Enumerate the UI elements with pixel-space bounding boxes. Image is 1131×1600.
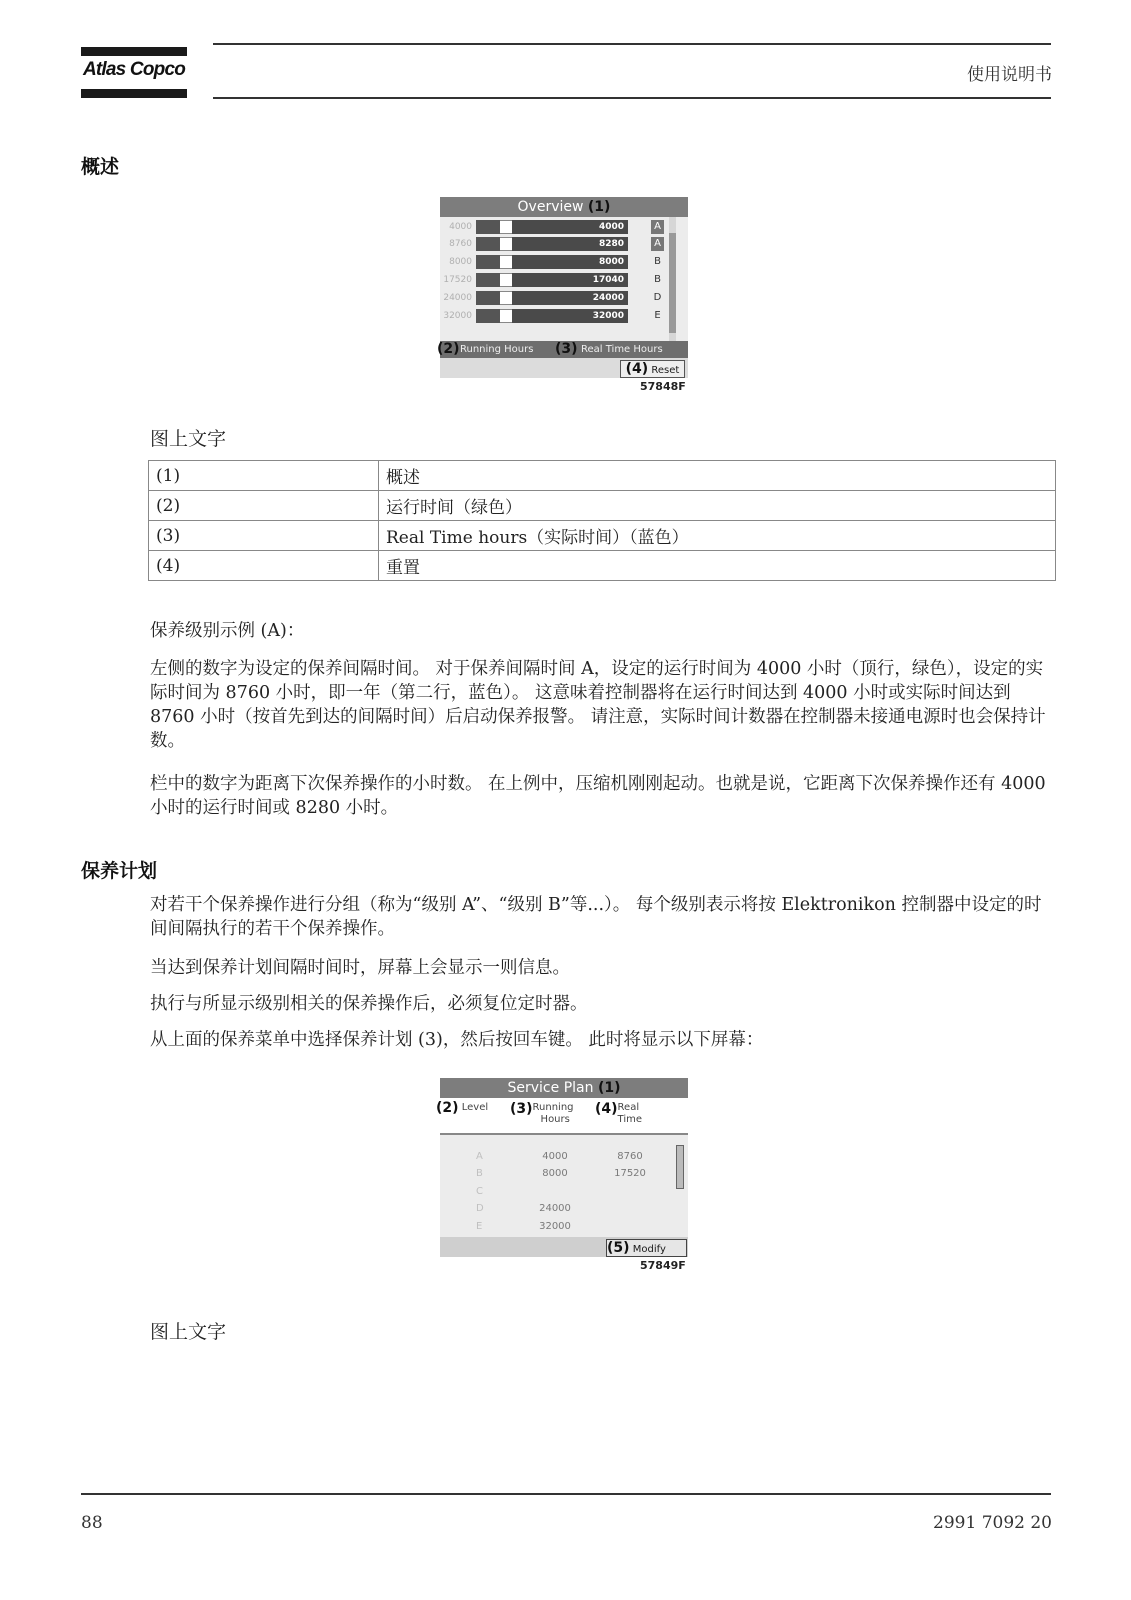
bar-gap xyxy=(500,309,512,323)
running-hours-tab[interactable]: Running Hours xyxy=(460,344,534,355)
overview-row xyxy=(440,219,688,236)
running-hours-cell: 8000 xyxy=(542,1168,568,1179)
overview-footer-tabs xyxy=(437,341,688,358)
legend-table xyxy=(148,460,1056,581)
level-badge: B xyxy=(654,256,661,267)
overview-row xyxy=(440,254,688,271)
interval-value: 32000 xyxy=(443,311,472,321)
bar-gap xyxy=(500,291,512,305)
table-row xyxy=(149,491,1056,521)
figure-id: 57848F xyxy=(640,380,686,393)
interval-value: 8000 xyxy=(449,257,472,267)
real-time-column-header xyxy=(595,1102,642,1126)
logo-bar-top xyxy=(81,47,187,56)
running-bar xyxy=(476,291,500,305)
overview-title: Overview xyxy=(517,199,584,215)
footer-rule xyxy=(81,1493,1051,1495)
running-header-line2: Hours xyxy=(540,1114,570,1125)
paragraph: 当达到保养计划间隔时间时，屏幕上会显示一则信息。 xyxy=(150,958,570,978)
header-rule-bottom xyxy=(213,97,1051,99)
real-header-line2: Time xyxy=(617,1114,643,1125)
reset-button[interactable] xyxy=(620,360,685,378)
service-plan-row[interactable] xyxy=(440,1200,688,1217)
running-hours-column-header xyxy=(510,1102,574,1126)
table-row xyxy=(149,461,1056,491)
section-heading-overview: 概述 xyxy=(81,156,120,178)
legend-text: 运行时间（绿色） xyxy=(379,491,1056,521)
document-number: 2991 7092 20 xyxy=(933,1513,1052,1533)
remaining-hours: 8280 xyxy=(512,237,628,251)
paragraph: 对若干个保养操作进行分组（称为“级别 A”、“级别 B”等...）。 每个级别表示将按 Elektronikon 控制器中设定的时间间隔执行的若干个保养操作。 xyxy=(150,895,1042,939)
reset-label: Reset xyxy=(651,365,680,376)
callout-1: (1) xyxy=(597,1080,621,1096)
legend-text: 重置 xyxy=(379,551,1056,581)
callout-2: (2) xyxy=(437,341,460,357)
level-cell: B xyxy=(476,1168,483,1179)
level-badge: B xyxy=(654,274,661,285)
real-header-line1: Real xyxy=(617,1102,640,1113)
overview-screen-figure xyxy=(437,197,688,399)
remaining-hours: 4000 xyxy=(512,220,628,234)
service-plan-row[interactable] xyxy=(440,1148,688,1165)
bar-gap xyxy=(500,237,512,251)
legend-key: (3) xyxy=(149,521,379,551)
remaining-hours: 8000 xyxy=(512,255,628,269)
running-hours-cell: 24000 xyxy=(539,1203,571,1214)
bar-gap xyxy=(500,273,512,287)
callout-1: (1) xyxy=(587,199,611,215)
level-badge: D xyxy=(653,292,662,303)
running-bar xyxy=(476,273,500,287)
remaining-hours: 32000 xyxy=(512,309,628,323)
interval-value: 8760 xyxy=(449,239,472,249)
legend-text: 概述 xyxy=(379,461,1056,491)
level-header-label: Level xyxy=(461,1102,489,1113)
level-badge: A xyxy=(651,237,664,251)
paragraph: 执行与所显示级别相关的保养操作后，必须复位定时器。 xyxy=(150,994,588,1014)
service-plan-title-bar xyxy=(440,1078,688,1098)
interval-value: 24000 xyxy=(443,293,472,303)
running-hours-cell: 32000 xyxy=(539,1221,571,1232)
level-cell: E xyxy=(476,1221,483,1232)
paragraph: 栏中的数字为距离下次保养操作的小时数。 在上例中，压缩机刚刚起动。也就是说，它距离下次保养操作还有 4000 小时的运行时间或 8280 小时。 xyxy=(150,774,1046,818)
interval-value: 17520 xyxy=(443,275,472,285)
running-bar xyxy=(476,255,500,269)
real-time-cell: 8760 xyxy=(617,1151,643,1162)
remaining-hours: 17040 xyxy=(512,273,628,287)
running-bar xyxy=(476,237,500,251)
service-plan-row[interactable] xyxy=(440,1218,688,1235)
level-column-header xyxy=(436,1102,488,1114)
brand-logo: Atlas Copco xyxy=(82,59,186,80)
service-plan-header xyxy=(436,1098,688,1135)
callout-4: (4) xyxy=(625,361,649,377)
service-plan-title: Service Plan xyxy=(507,1080,594,1096)
service-plan-row[interactable] xyxy=(440,1183,688,1200)
bar-gap xyxy=(500,255,512,269)
service-plan-scrollbar[interactable] xyxy=(676,1145,684,1189)
paragraph: 从上面的保养菜单中选择保养计划 (3)，然后按回车键。 此时将显示以下屏幕： xyxy=(150,1030,764,1050)
header-rule-top xyxy=(213,43,1051,45)
legend-text: Real Time hours（实际时间）（蓝色） xyxy=(379,521,1056,551)
remaining-hours: 24000 xyxy=(512,291,628,305)
interval-value: 4000 xyxy=(449,222,472,232)
callout-2: (2) xyxy=(436,1100,459,1116)
section-heading-service-plan: 保养计划 xyxy=(81,860,158,882)
callout-3: (3) xyxy=(555,341,578,357)
callout-4: (4) xyxy=(595,1101,618,1117)
figure-caption: 图上文字 xyxy=(150,1321,227,1343)
legend-key: (4) xyxy=(149,551,379,581)
service-plan-screen-figure xyxy=(436,1078,688,1273)
level-cell: D xyxy=(476,1203,484,1214)
running-header-line1: Running xyxy=(532,1102,574,1113)
running-bar xyxy=(476,309,500,323)
running-header-labels xyxy=(533,1102,574,1126)
callout-3: (3) xyxy=(510,1101,533,1117)
callout-5: (5) xyxy=(607,1240,630,1256)
overview-row xyxy=(440,236,688,253)
real-time-cell: 17520 xyxy=(614,1168,646,1179)
running-hours-cell: 4000 xyxy=(542,1151,568,1162)
table-row xyxy=(149,521,1056,551)
bar-gap xyxy=(500,220,512,234)
service-plan-row[interactable] xyxy=(440,1165,688,1182)
real-time-hours-tab[interactable]: Real Time Hours xyxy=(581,344,663,355)
level-cell: A xyxy=(476,1151,483,1162)
level-cell: C xyxy=(476,1186,483,1197)
figure-id: 57849F xyxy=(640,1259,686,1272)
legend-key: (1) xyxy=(149,461,379,491)
header-title: 使用说明书 xyxy=(967,65,1052,85)
running-bar xyxy=(476,220,500,234)
level-badge: A xyxy=(651,220,664,234)
paragraph: 左侧的数字为设定的保养间隔时间。 对于保养间隔时间 A，设定的运行时间为 4000 小时（顶行，绿色），设定的实际时间为 8760 小时，即一年（第二行，蓝色）。 这意味着控制器将在运行时间达到 4000 小时或实际时间达到 8760 小时（按首先到达的间隔时间）后启动保养报警。 请注意，实际时间计数器在控制器未接通电源时也会保持计数。 xyxy=(150,659,1046,751)
overview-row xyxy=(440,308,688,325)
page-number: 88 xyxy=(81,1513,103,1533)
legend-key: (2) xyxy=(149,491,379,521)
modify-button[interactable] xyxy=(606,1239,687,1257)
table-row xyxy=(149,551,1056,581)
modify-label: Modify xyxy=(632,1244,666,1255)
example-title: 保养级别示例 (A)： xyxy=(150,621,305,641)
real-header-labels xyxy=(618,1102,642,1126)
overview-row xyxy=(440,290,688,307)
overview-row xyxy=(440,272,688,289)
logo-bar-bottom xyxy=(81,89,187,98)
figure-caption: 图上文字 xyxy=(150,428,227,450)
level-badge: E xyxy=(654,310,661,321)
overview-title-bar xyxy=(440,197,688,217)
